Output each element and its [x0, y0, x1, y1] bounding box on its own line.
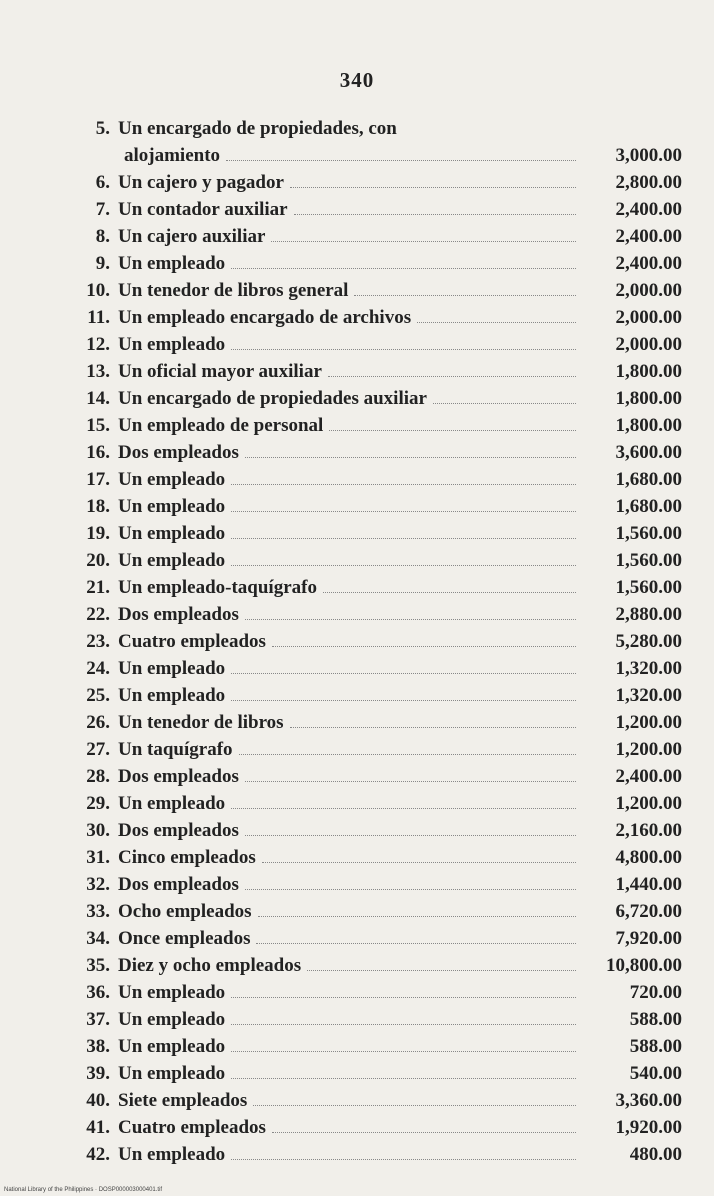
item-number: 38.	[86, 1036, 110, 1057]
item-description: Un empleado	[118, 496, 226, 517]
item-amount: 1,560.00	[615, 577, 682, 598]
item-description: Ocho empleados	[118, 901, 252, 922]
list-item	[72, 356, 682, 383]
leader-dots	[323, 592, 576, 593]
list-item	[72, 275, 682, 302]
item-number: 16.	[86, 442, 110, 463]
item-amount: 1,320.00	[615, 685, 682, 706]
list-item	[72, 680, 682, 707]
item-description: Un empleado-taquígrafo	[118, 577, 317, 598]
item-label	[72, 928, 250, 950]
item-amount: 2,400.00	[615, 253, 682, 274]
item-number: 41.	[86, 1117, 110, 1138]
item-description: Un tenedor de libros	[118, 712, 284, 733]
item-number: 26.	[86, 712, 110, 733]
item-number: 22.	[86, 604, 110, 625]
item-number: 39.	[86, 1063, 110, 1084]
list-item	[72, 1139, 682, 1166]
item-label	[72, 442, 239, 464]
item-description: Un empleado	[118, 685, 226, 706]
leader-dots	[262, 862, 576, 863]
list-item	[72, 140, 682, 167]
item-label	[72, 496, 225, 518]
leader-dots	[245, 889, 576, 890]
item-label	[72, 415, 323, 437]
item-number: 27.	[86, 739, 110, 760]
leader-dots	[239, 754, 576, 755]
item-label	[72, 523, 225, 545]
list-item	[72, 194, 682, 221]
item-description: Once empleados	[118, 928, 251, 949]
item-number: 8.	[95, 226, 110, 247]
leader-dots	[328, 376, 576, 377]
item-description: alojamiento	[124, 145, 221, 166]
item-amount: 1,800.00	[615, 361, 682, 382]
list-item	[72, 923, 682, 950]
item-amount: 2,000.00	[615, 307, 682, 328]
leader-dots	[231, 1051, 576, 1052]
item-description: Un empleado encargado de archivos	[118, 307, 412, 328]
item-amount: 6,720.00	[615, 901, 682, 922]
list-item	[72, 248, 682, 275]
item-amount: 4,800.00	[615, 847, 682, 868]
item-amount: 1,680.00	[615, 469, 682, 490]
list-item	[72, 1031, 682, 1058]
leader-dots	[272, 646, 576, 647]
leader-dots	[231, 565, 576, 566]
item-label	[72, 334, 225, 356]
item-amount: 588.00	[629, 1009, 682, 1030]
item-number: 29.	[86, 793, 110, 814]
item-description: Un empleado	[118, 793, 226, 814]
list-item	[72, 626, 682, 653]
item-amount: 720.00	[629, 982, 682, 1003]
item-description: Un empleado	[118, 253, 226, 274]
item-amount: 1,680.00	[615, 496, 682, 517]
item-description: Un empleado	[118, 1063, 226, 1084]
list-item	[72, 545, 682, 572]
item-description: Dos empleados	[118, 820, 239, 841]
item-amount: 2,880.00	[615, 604, 682, 625]
list-item	[72, 869, 682, 896]
list-item	[72, 815, 682, 842]
item-description: Un empleado	[118, 658, 226, 679]
item-amount: 540.00	[629, 1063, 682, 1084]
item-label	[72, 1144, 225, 1166]
item-amount: 1,560.00	[615, 523, 682, 544]
item-number: 9.	[95, 253, 110, 274]
item-number: 19.	[86, 523, 110, 544]
item-description: Un taquígrafo	[118, 739, 233, 760]
leader-dots	[272, 1132, 576, 1133]
item-number: 33.	[86, 901, 110, 922]
list-item	[72, 707, 682, 734]
item-label	[72, 1036, 225, 1058]
item-label	[72, 145, 220, 167]
item-label	[72, 982, 225, 1004]
item-amount: 1,560.00	[615, 550, 682, 571]
item-number: 30.	[86, 820, 110, 841]
item-amount: 1,200.00	[615, 793, 682, 814]
item-label	[72, 226, 265, 248]
list-item	[72, 221, 682, 248]
item-number: 37.	[86, 1009, 110, 1030]
item-number: 5.	[95, 118, 110, 139]
leader-dots	[290, 727, 576, 728]
item-label	[72, 658, 225, 680]
leader-dots	[245, 835, 576, 836]
item-label	[72, 361, 322, 383]
item-amount: 1,320.00	[615, 658, 682, 679]
item-number: 18.	[86, 496, 110, 517]
list-item	[72, 329, 682, 356]
list-item	[72, 653, 682, 680]
item-amount: 480.00	[629, 1144, 682, 1165]
leader-dots	[231, 538, 576, 539]
item-number: 20.	[86, 550, 110, 571]
leader-dots	[231, 268, 576, 269]
item-number: 14.	[86, 388, 110, 409]
list-item	[72, 410, 682, 437]
list-item	[72, 383, 682, 410]
item-number: 23.	[86, 631, 110, 652]
list-item	[72, 464, 682, 491]
item-amount: 2,000.00	[615, 334, 682, 355]
item-number: 35.	[86, 955, 110, 976]
list-item	[72, 842, 682, 869]
item-label	[72, 631, 266, 653]
item-label	[72, 172, 284, 194]
list-item	[72, 112, 682, 140]
list-item	[72, 977, 682, 1004]
list-item	[72, 1058, 682, 1085]
list-item	[72, 761, 682, 788]
item-label	[72, 955, 301, 977]
item-amount: 1,800.00	[615, 388, 682, 409]
item-description: Un tenedor de libros general	[118, 280, 349, 301]
item-number: 7.	[95, 199, 110, 220]
leader-dots	[307, 970, 576, 971]
leader-dots	[433, 403, 576, 404]
item-description: Diez y ocho empleados	[118, 955, 302, 976]
item-number: 25.	[86, 685, 110, 706]
item-number: 40.	[86, 1090, 110, 1111]
item-label	[72, 712, 284, 734]
list-item	[72, 1004, 682, 1031]
item-label	[72, 1117, 266, 1139]
leader-dots	[271, 241, 576, 242]
item-label	[72, 793, 225, 815]
item-label	[72, 766, 239, 788]
item-description: Un empleado	[118, 1144, 226, 1165]
item-amount: 3,000.00	[615, 145, 682, 166]
leader-dots	[231, 1078, 576, 1079]
leader-dots	[256, 943, 576, 944]
leader-dots	[231, 673, 576, 674]
leader-dots	[245, 619, 576, 620]
item-label	[72, 685, 225, 707]
item-description: Un cajero y pagador	[118, 172, 284, 193]
item-amount: 5,280.00	[615, 631, 682, 652]
item-number: 31.	[86, 847, 110, 868]
item-label	[72, 1090, 247, 1112]
page-number: 340	[339, 68, 375, 92]
list-item	[72, 491, 682, 518]
leader-dots	[294, 214, 576, 215]
list-item	[72, 167, 682, 194]
item-amount: 1,440.00	[615, 874, 682, 895]
item-description: Un encargado de propiedades, con	[118, 118, 397, 139]
leader-dots	[258, 916, 576, 917]
item-description: Un empleado	[118, 1036, 226, 1057]
item-amount: 10,800.00	[606, 955, 682, 976]
list-item	[72, 896, 682, 923]
item-amount: 2,400.00	[615, 226, 682, 247]
item-label	[72, 118, 397, 140]
item-label	[72, 820, 239, 842]
item-description: Dos empleados	[118, 766, 239, 787]
item-number: 13.	[86, 361, 110, 382]
item-number: 32.	[86, 874, 110, 895]
leader-dots	[245, 781, 576, 782]
leader-dots	[290, 187, 576, 188]
item-description: Un empleado	[118, 523, 226, 544]
item-label	[72, 1063, 225, 1085]
item-amount: 7,920.00	[615, 928, 682, 949]
leader-dots	[231, 349, 576, 350]
item-label	[72, 253, 225, 275]
list-item	[72, 518, 682, 545]
item-label	[72, 388, 427, 410]
leader-dots	[231, 1159, 576, 1160]
item-label	[72, 280, 348, 302]
list-item	[72, 437, 682, 464]
list-item	[72, 950, 682, 977]
leader-dots	[245, 457, 576, 458]
leader-dots	[253, 1105, 576, 1106]
leader-dots	[354, 295, 576, 296]
item-amount: 2,400.00	[615, 199, 682, 220]
item-description: Un empleado	[118, 334, 226, 355]
leader-dots	[231, 1024, 576, 1025]
item-number: 10.	[86, 280, 110, 301]
item-number: 6.	[95, 172, 110, 193]
item-label	[72, 604, 239, 626]
item-description: Cinco empleados	[118, 847, 256, 868]
scan-footer: National Library of the Philippines · DOSP000003000401.tif	[4, 1187, 163, 1193]
item-description: Un encargado de propiedades auxiliar	[118, 388, 427, 409]
item-amount: 1,200.00	[615, 739, 682, 760]
item-amount: 2,800.00	[615, 172, 682, 193]
item-description: Un contador auxiliar	[118, 199, 288, 220]
item-number: 15.	[86, 415, 110, 436]
item-label	[72, 577, 317, 599]
item-label	[72, 901, 252, 923]
leader-dots	[226, 160, 576, 161]
leader-dots	[329, 430, 576, 431]
item-amount: 1,920.00	[615, 1117, 682, 1138]
item-description: Cuatro empleados	[118, 631, 266, 652]
leader-dots	[231, 808, 576, 809]
item-description: Dos empleados	[118, 604, 239, 625]
list-item	[72, 1112, 682, 1139]
item-label	[72, 469, 225, 491]
item-amount: 588.00	[629, 1036, 682, 1057]
leader-dots	[231, 997, 576, 998]
item-description: Dos empleados	[118, 874, 239, 895]
item-label	[72, 199, 288, 221]
list-item	[72, 1085, 682, 1112]
item-number: 36.	[86, 982, 110, 1003]
item-amount: 2,160.00	[615, 820, 682, 841]
item-label	[72, 874, 239, 896]
item-description: Un empleado	[118, 550, 226, 571]
list-item	[72, 788, 682, 815]
item-amount: 3,600.00	[615, 442, 682, 463]
item-amount: 1,200.00	[615, 712, 682, 733]
item-description: Siete empleados	[118, 1090, 248, 1111]
item-label	[72, 1009, 225, 1031]
item-description: Un empleado de personal	[118, 415, 324, 436]
item-description: Un oficial mayor auxiliar	[118, 361, 322, 382]
item-number: 42.	[86, 1144, 110, 1165]
item-number: 17.	[86, 469, 110, 490]
leader-dots	[231, 484, 576, 485]
list-item	[72, 734, 682, 761]
item-number: 12.	[86, 334, 110, 355]
item-number: 28.	[86, 766, 110, 787]
item-label	[72, 307, 411, 329]
item-amount: 1,800.00	[615, 415, 682, 436]
item-amount: 2,000.00	[615, 280, 682, 301]
list-item	[72, 302, 682, 329]
item-description: Un empleado	[118, 469, 226, 490]
list-item	[72, 572, 682, 599]
item-description: Dos empleados	[118, 442, 239, 463]
item-number: 24.	[86, 658, 110, 679]
item-label	[72, 550, 225, 572]
leader-dots	[231, 700, 576, 701]
item-label	[72, 847, 256, 869]
item-description: Cuatro empleados	[118, 1117, 266, 1138]
list-item	[72, 599, 682, 626]
item-description: Un empleado	[118, 1009, 226, 1030]
leader-dots	[231, 511, 576, 512]
item-number: 11.	[87, 307, 110, 328]
item-amount: 3,360.00	[615, 1090, 682, 1111]
item-number: 34.	[86, 928, 110, 949]
appropriation-list	[72, 112, 682, 1166]
item-number: 21.	[86, 577, 110, 598]
item-description: Un cajero auxiliar	[118, 226, 266, 247]
item-label	[72, 739, 233, 761]
leader-dots	[417, 322, 576, 323]
item-amount: 2,400.00	[615, 766, 682, 787]
item-description: Un empleado	[118, 982, 226, 1003]
